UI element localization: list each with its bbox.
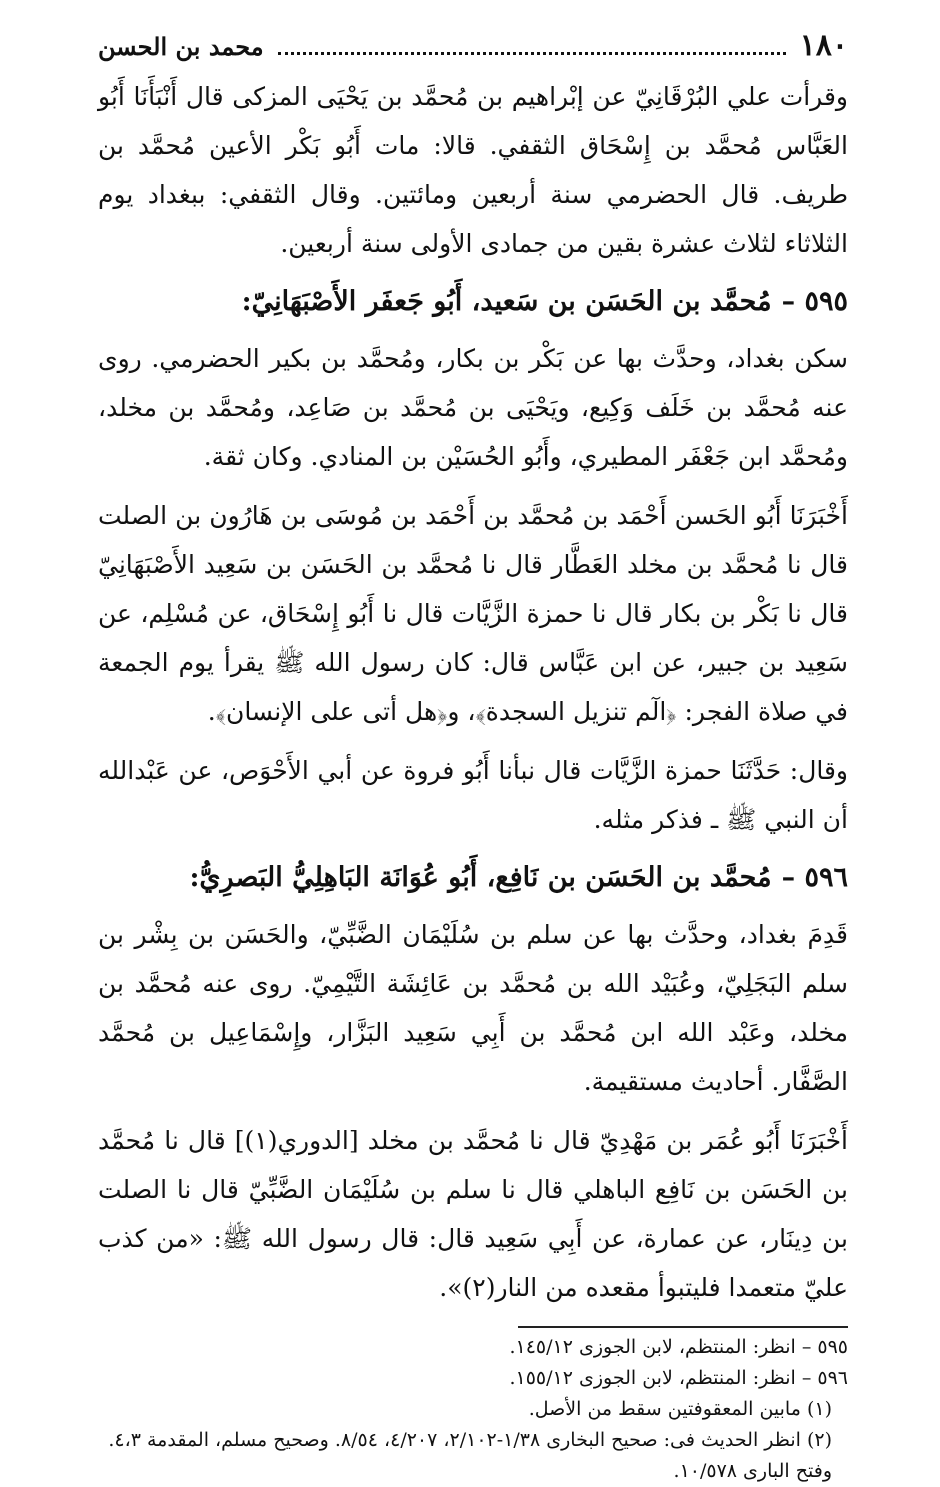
paragraph: قَدِمَ بغداد، وحدَّث بها عن سلم بن سُلَيْمَان الضَّبِّيّ، والحَسَن بن بِشْر بن سلم البَجَلِيّ، وعُبَيْد الله بن مُحمَّد بن عَائِشَة التَّيْمِيّ. روى عنه مُحمَّد بن مخلد، وعَبْد الله ابن مُحمَّد بن أَبِي سَعِيد البَزَّار، وإِسْمَاعِيل بن مُحمَّد الصَّفَّار. أحاديث مستقيمة. — [98, 920, 848, 1096]
paragraph: سكن بغداد، وحدَّث بها عن بَكْر بن بكار، ومُحمَّد بن بكير الحضرمي. روى عنه مُحمَّد بن خَلَف وَكِيع، ويَحْيَى بن مُحمَّد بن صَاعِد، ومُحمَّد بن مخلد، ومُحمَّد ابن جَعْفَر المطيري، وأَبُو الحُسَيْن بن المنادي. وكان ثقة. — [98, 344, 848, 471]
entry-heading-595 — [98, 276, 848, 328]
entry-title: مُحمَّد بن الحَسَن بن سَعيد، أَبُو جَعفَر الأَصْبَهَانِيّ: — [241, 286, 772, 317]
footnote: ٥٩٦ – انظر: المنتظم، لابن الجوزى ١٥٥/١٢. — [509, 1367, 848, 1389]
running-title: محمد بن الحسن — [98, 32, 264, 61]
header-dotted-rule — [278, 52, 786, 55]
footnote: (١) مابين المعقوفتين سقط من الأصل. — [528, 1398, 832, 1420]
page-header — [98, 28, 848, 72]
footnotes — [98, 1328, 848, 1487]
footnote: (٢) انظر الحديث فى: صحيح البخارى ١/٣٨-٢/١٠٢، ٤/٢٠٧، ٨/٥٤. وصحيح مسلم، المقدمة ٤،٣. وفتح البارى ١٠/٥٧٨. — [108, 1429, 832, 1482]
paragraph: أَخْبَرَنَا أَبُو عُمَر بن مَهْدِيّ قال نا مُحمَّد بن مخلد [الدوري(١)] قال نا مُحمَّد بن الحَسَن بن نَافِع الباهلي قال نا سلم بن سُلَيْمَان الضَّبِّيّ قال نا الصلت بن دِينَار، عن عمارة، عن أَبِي سَعِيد قال: قال رسول الله ﷺ: «من كذب عليّ متعمدا فليتبوأ مقعده من النار(٢)». — [98, 1126, 849, 1302]
paragraph: وقال: حَدَّثَنَا حمزة الزَّيَّات قال نبأنا أَبُو فروة عن أبي الأَحْوَص، عن عَبْدالله أن النبي ﷺ ـ فذكر مثله. — [98, 756, 848, 834]
entry-heading-596 — [98, 852, 848, 904]
footnote: ٥٩٥ – انظر: المنتظم، لابن الجوزى ١٤٥/١٢. — [509, 1336, 848, 1358]
page-number: ١٨٠ — [799, 28, 848, 63]
entry-title: مُحمَّد بن الحَسَن بن نَافِع، أَبُو عُوَانَة البَاهِلِيُّ البَصرِيُّ: — [189, 862, 772, 893]
page-body — [98, 72, 848, 1312]
entry-number: ٥٩٥ – — [781, 286, 848, 317]
paragraph: وقرأت علي البُرْقَانِيّ عن إبْراهيم بن مُحمَّد بن يَحْيَى المزكى قال أَنْبَأَنَا أَبُو العَبَّاس مُحمَّد بن إِسْحَاق الثقفي. قالا: مات أَبُو بَكْر الأعين مُحمَّد بن طريف. قال الحضرمي سنة أربعين ومائتين. وقال الثقفي: ببغداد يوم الثلاثاء لثلاث عشرة بقين من جمادى الأولى سنة أربعين. — [98, 82, 848, 258]
entry-number: ٥٩٦ – — [781, 862, 848, 893]
paragraph: أَخْبَرَنَا أَبُو الحَسن أَحْمَد بن مُحمَّد بن أَحْمَد بن مُوسَى بن هَارُون بن الصلت قال نا مُحمَّد بن مخلد العَطَّار قال نا مُحمَّد بن الحَسَن بن سَعِيد الأَصْبَهَانِيّ قال نا بَكْر بن بكار قال نا حمزة الزَّيَّات قال نا أَبُو إِسْحَاق، عن مُسْلِم، عن سَعِيد بن جبير، عن ابن عَبَّاس قال: كان رسول الله ﷺ يقرأ يوم الجمعة في صلاة الفجر: ﴿الٓم تنزيل السجدة﴾، و﴿هل أتى على الإنسان﴾. — [98, 501, 848, 726]
